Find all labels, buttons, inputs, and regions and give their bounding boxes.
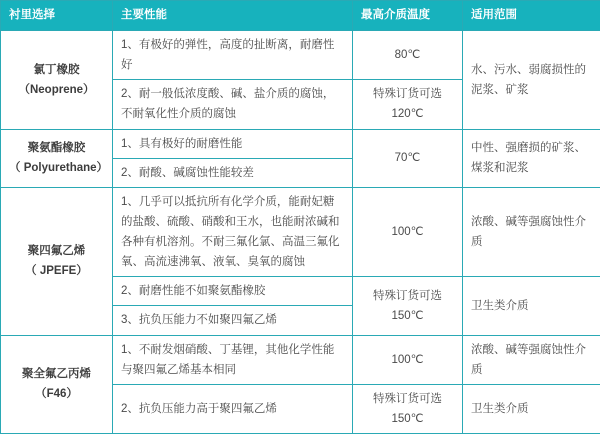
table-row [1, 31, 600, 80]
performance-cell: 1、不耐发烟硝酸、丁基锂，其他化学性能与聚四氟乙烯基本相同 [113, 335, 353, 384]
max-temp-option-value: 150℃ [361, 306, 454, 326]
material-name-line1: 聚全氟乙丙烯 [9, 364, 104, 384]
material-name-cell [1, 187, 113, 335]
performance-cell: 2、耐一般低浓度酸、碱、盐介质的腐蚀，不耐氧化性介质的腐蚀 [113, 80, 353, 129]
max-temp-cell [353, 335, 463, 384]
max-temp-value: 100℃ [361, 222, 454, 242]
performance-cell: 2、抗负压能力高于聚四氟乙烯 [113, 384, 353, 433]
table-row [1, 129, 600, 158]
column-header-scope: 适用范围 [463, 1, 600, 31]
performance-cell: 1、有极好的弹性，高度的扯断离，耐磨性好 [113, 31, 353, 80]
material-name-line1: 氯丁橡胶 [9, 60, 104, 80]
max-temp-cell [353, 80, 463, 129]
performance-cell: 1、具有极好的耐磨性能 [113, 129, 353, 158]
table-row [1, 187, 600, 277]
scope-cell: 卫生类介质 [463, 277, 600, 335]
scope-cell: 浓酸、碱等强腐蚀性介质 [463, 335, 600, 384]
table-header [1, 1, 600, 31]
material-name-line2: （ JPEFE） [9, 261, 104, 281]
max-temp-option-value: 150℃ [361, 409, 454, 429]
material-name-cell [1, 129, 113, 187]
performance-cell: 2、耐磨性能不如聚氨酯橡胶 [113, 277, 353, 306]
max-temp-option-label: 特殊订货可选 [361, 389, 454, 409]
material-name-line2: （Neoprene） [9, 80, 104, 100]
column-header-lining: 衬里选择 [1, 1, 113, 31]
performance-cell: 2、耐酸、碱腐蚀性能较差 [113, 158, 353, 187]
column-header-max-temp: 最高介质温度 [353, 1, 463, 31]
max-temp-cell [353, 129, 463, 187]
performance-cell: 1、几乎可以抵抗所有化学介质，能耐妃糖的盐酸、硫酸、硝酸和王水，也能耐浓碱和各种有机溶剂。不耐三氟化氯、高温三氟化氧、高流速沸氧、液氧、臭氧的腐蚀 [113, 187, 353, 277]
max-temp-value: 70℃ [361, 148, 454, 168]
max-temp-cell [353, 384, 463, 433]
material-name-line1: 聚四氟乙烯 [9, 241, 104, 261]
max-temp-option-value: 120℃ [361, 104, 454, 124]
material-name-cell [1, 335, 113, 434]
column-header-performance: 主要性能 [113, 1, 353, 31]
material-name-line2: （F46） [9, 384, 104, 404]
table-header-row [1, 1, 600, 31]
max-temp-cell [353, 277, 463, 335]
scope-cell: 卫生类介质 [463, 384, 600, 433]
max-temp-option-label: 特殊订货可选 [361, 286, 454, 306]
max-temp-cell [353, 31, 463, 80]
scope-cell: 浓酸、碱等强腐蚀性介质 [463, 187, 600, 277]
performance-cell: 3、抗负压能力不如聚四氟乙烯 [113, 306, 353, 335]
max-temp-cell [353, 187, 463, 277]
scope-cell: 水、污水、弱腐损性的泥浆、矿浆 [463, 31, 600, 130]
max-temp-value: 100℃ [361, 350, 454, 370]
table-body [1, 31, 600, 434]
table-row [1, 335, 600, 384]
material-name-cell [1, 31, 113, 130]
max-temp-option-label: 特殊订货可选 [361, 84, 454, 104]
max-temp-value: 80℃ [361, 45, 454, 65]
material-name-line1: 聚氨酯橡胶 [9, 138, 104, 158]
material-name-line2: （ Polyurethane） [9, 158, 104, 178]
scope-cell: 中性、强磨损的矿浆、煤浆和泥浆 [463, 129, 600, 187]
